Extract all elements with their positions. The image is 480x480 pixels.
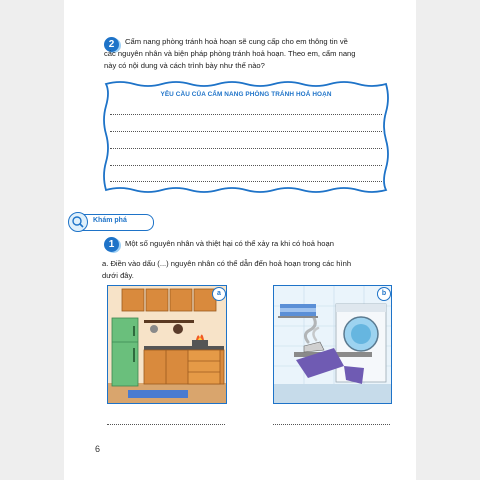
question-2-line-3: này có nội dung và cách trình bày như thế nào? xyxy=(104,60,265,70)
page-number: 6 xyxy=(95,444,101,454)
kitchen-illustration xyxy=(108,286,226,403)
part-a-line-1: a. Điền vào dấu (...) nguyên nhân có thể dẫn đến hoả hoạn trong các hình xyxy=(102,259,352,268)
question-2-text xyxy=(125,36,410,48)
frame-title: YÊU CẦU CỦA CẨM NANG PHÒNG TRÁNH HOẢ HOẠN xyxy=(160,91,332,98)
image-a-tag: a xyxy=(212,287,226,301)
part-a-line-2: dưới đây. xyxy=(102,271,134,280)
answer-line[interactable] xyxy=(110,181,382,182)
answer-line[interactable] xyxy=(110,131,382,132)
laundry-illustration xyxy=(274,286,391,403)
image-a-kitchen xyxy=(107,285,227,404)
explore-section-badge xyxy=(70,214,154,231)
question-1-text: Một số nguyên nhân và thiệt hại có thể xảy ra khi có hoả hoạn xyxy=(125,239,334,248)
question-2-text-cont xyxy=(104,48,409,71)
question-2-line-1: Cẩm nang phòng tránh hoả hoạn sẽ cung cấp cho em thông tin về xyxy=(125,37,348,46)
image-b-tag: b xyxy=(377,287,391,301)
image-a-answer-line[interactable] xyxy=(107,424,225,425)
image-b-answer-line[interactable] xyxy=(273,424,390,425)
answer-line[interactable] xyxy=(110,114,382,115)
requirements-frame xyxy=(100,78,392,196)
part-a-instructions xyxy=(102,258,412,282)
answer-line[interactable] xyxy=(110,165,382,166)
answer-line[interactable] xyxy=(110,148,382,149)
explore-magnifier-icon xyxy=(68,212,88,232)
explore-label: Khám phá xyxy=(93,217,127,224)
question-2-number-badge: 2 xyxy=(104,37,119,52)
image-b-laundry xyxy=(273,285,392,404)
question-1-number-badge: 1 xyxy=(104,237,119,252)
question-2-line-2: các nguyên nhân và biện pháp phòng tránh hoả hoạn. Theo em, cẩm nang xyxy=(104,49,356,58)
